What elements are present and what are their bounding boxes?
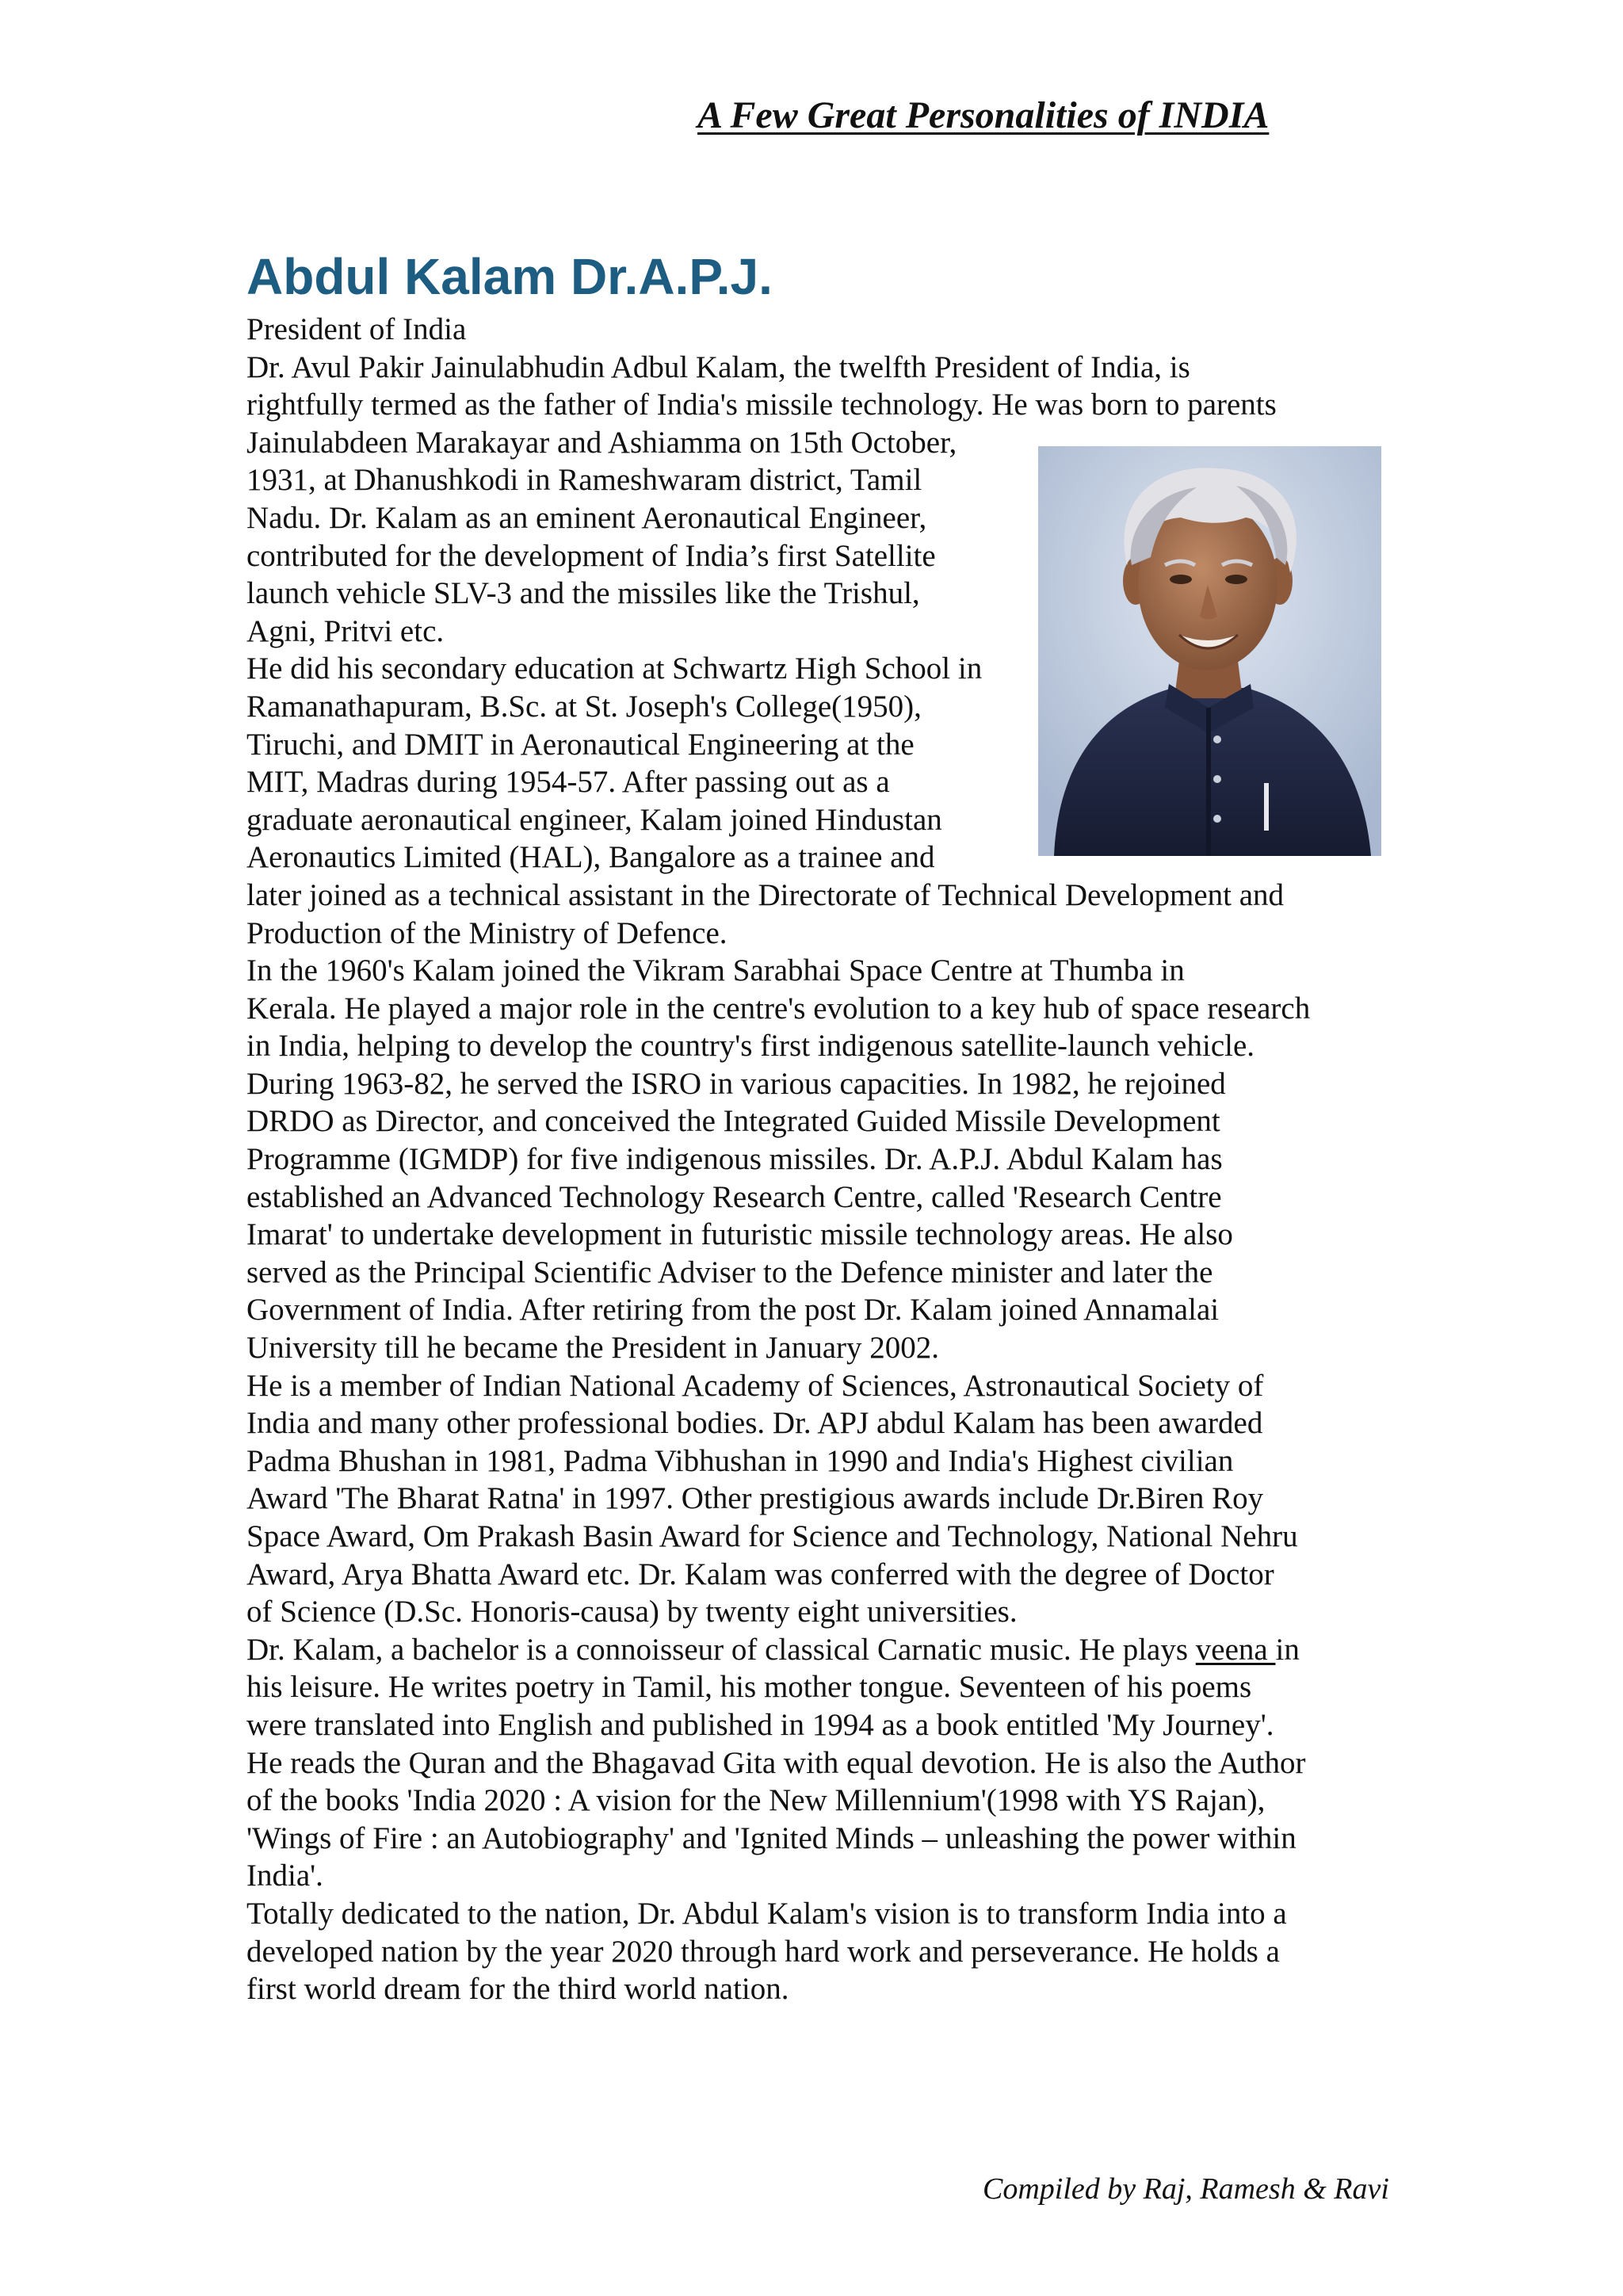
body-line: later joined as a technical assistant in the Directorate of Technical Development and [246,877,1285,912]
body-line: University till he became the President in January 2002. [246,1331,940,1366]
body-line: Imarat' to undertake development in futuristic missile technology areas. He also [246,1217,1233,1252]
body-line: In the 1960's Kalam joined the Vikram Sarabhai Space Centre at Thumba in [246,953,1185,988]
body-line: Award, Arya Bhatta Award etc. Dr. Kalam was conferred with the degree of Doctor [246,1557,1274,1591]
body-line: first world dream for the third world nation. [246,1972,789,2007]
body-line: developed nation by the year 2020 through hard work and perseverance. He holds a [246,1934,1280,1969]
body-line: He did his secondary education at Schwartz High School in [246,651,983,686]
footer-credit: Compiled by Raj, Ramesh & Ravi [983,2172,1389,2206]
body-line: Tiruchi, and DMIT in Aeronautical Engineering at the [246,727,915,762]
body-line: Government of India. After retiring from the post Dr. Kalam joined Annamalai [246,1293,1220,1328]
body-line: established an Advanced Technology Research Centre, called 'Research Centre [246,1179,1222,1214]
body-line: Award 'The Bharat Ratna' in 1997. Other prestigious awards include Dr.Biren Roy [246,1481,1264,1516]
body-line-veena [246,1631,1388,1669]
body-line: Agni, Pritvi etc. [246,613,445,648]
portrait-photo [1038,446,1381,856]
body-line: contributed for the development of India’s first Satellite [246,538,936,573]
body-line: 1931, at Dhanushkodi in Rameshwaram district, Tamil [246,463,922,498]
body-line: of Science (D.Sc. Honoris-causa) by twenty eight universities. [246,1595,1018,1629]
body-line: Padma Bhushan in 1981, Padma Vibhushan in 1990 and India's Highest civilian [246,1443,1234,1478]
body-line-end: in [1275,1632,1300,1667]
body-line: Nadu. Dr. Kalam as an eminent Aeronautical Engineer, [246,500,927,535]
body-line: Dr. Avul Pakir Jainulabhudin Adbul Kalam, the twelfth President of India, is [246,350,1190,384]
veena-link[interactable]: veena [1195,1632,1276,1667]
body-line: During 1963-82, he served the ISRO in various capacities. In 1982, he rejoined [246,1066,1226,1101]
body-line: He reads the Quran and the Bhagavad Gita with equal devotion. He is also the Author [246,1745,1306,1780]
body-line: in India, helping to develop the country's first indigenous satellite-launch vehicle. [246,1029,1255,1064]
portrait-illustration [1038,446,1381,856]
body-line: Totally dedicated to the nation, Dr. Abdul Kalam's vision is to transform India into a [246,1896,1287,1931]
body-line: Kerala. He played a major role in the centre's evolution to a key hub of space research [246,991,1311,1026]
body-line: Production of the Ministry of Defence. [246,915,727,950]
body-line: served as the Principal Scientific Adviser to the Defence minister and later the [246,1255,1213,1289]
article-title: Abdul Kalam Dr.A.P.J. [246,248,773,305]
body-line: 'Wings of Fire : an Autobiography' and 'Ignited Minds – unleashing the power within [246,1820,1296,1855]
body-line: Programme (IGMDP) for five indigenous missiles. Dr. A.P.J. Abdul Kalam has [246,1142,1223,1177]
body-line: President of India [246,312,467,346]
body-line: India and many other professional bodies. Dr. APJ abdul Kalam has been awarded [246,1406,1263,1441]
page-header [697,94,1395,137]
body-line: launch vehicle SLV-3 and the missiles like the Trishul, [246,576,920,611]
body-line: DRDO as Director, and conceived the Integrated Guided Missile Development [246,1104,1220,1139]
body-line: Space Award, Om Prakash Basin Award for Science and Technology, National Nehru [246,1519,1298,1553]
body-line: his leisure. He writes poetry in Tamil, his mother tongue. Seventeen of his poems [246,1670,1252,1705]
body-line-start: Dr. Kalam, a bachelor is a connoisseur of classical Carnatic music. He plays [246,1632,1196,1667]
body-line: Ramanathapuram, B.Sc. at St. Joseph's College(1950), [246,689,922,724]
body-line: Aeronautics Limited (HAL), Bangalore as a trainee and [246,840,935,875]
body-line: were translated into English and published in 1994 as a book entitled 'My Journey'. [246,1707,1274,1742]
body-line: Jainulabdeen Marakayar and Ashiamma on 15th October, [246,425,957,460]
body-line: He is a member of Indian National Academy of Sciences, Astronautical Society of [246,1368,1264,1403]
body-line: of the books 'India 2020 : A vision for the New Millennium'(1998 with YS Rajan), [246,1783,1266,1818]
page-header-title: A Few Great Personalities of INDIA [697,94,1270,136]
body-line: rightfully termed as the father of India's missile technology. He was born to parents [246,388,1277,422]
body-line: graduate aeronautical engineer, Kalam joined Hindustan [246,802,942,837]
body-line: India'. [246,1859,323,1893]
body-line: MIT, Madras during 1954-57. After passing out as a [246,765,890,800]
